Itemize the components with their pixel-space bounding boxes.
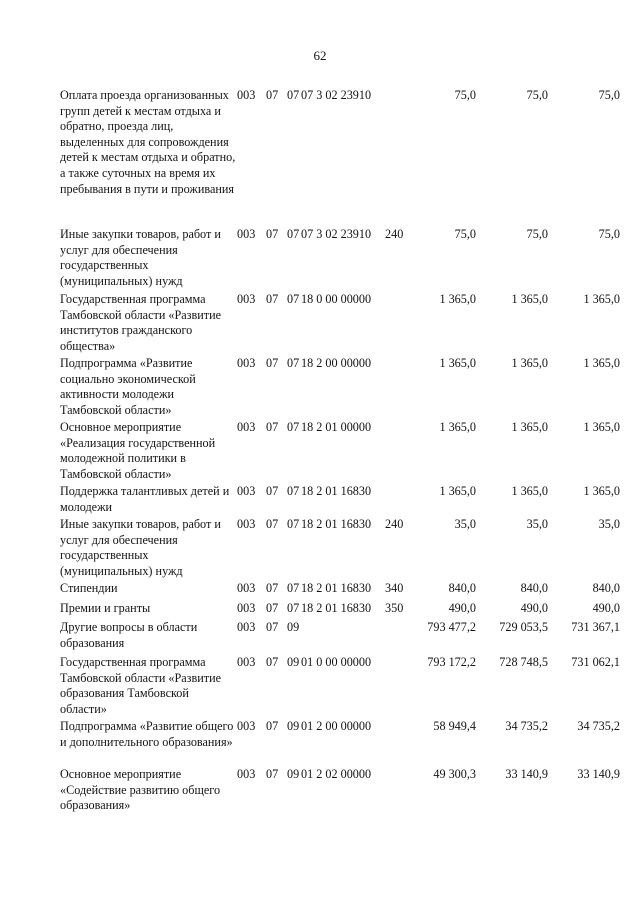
ved-code: 003 — [237, 581, 256, 595]
amount-year-3: 840,0 — [592, 581, 620, 595]
ved-code: 003 — [237, 517, 256, 531]
expense-type-code: 240 — [385, 517, 404, 531]
amount-year-2: 840,0 — [520, 581, 548, 595]
section-code: 07 — [266, 601, 279, 615]
row-name: Основное мероприятие «Содействие развитию общего образования» — [60, 767, 221, 813]
amount-year-1: 35,0 — [454, 517, 476, 531]
amount-year-3: 33 140,9 — [577, 767, 620, 781]
subsection-code: 07 — [287, 517, 300, 531]
amount-year-1: 58 949,4 — [433, 719, 476, 733]
amount-year-2: 1 365,0 — [511, 420, 548, 434]
target-article-code: 18 2 00 00000 — [301, 356, 372, 370]
amount-year-1: 840,0 — [448, 581, 476, 595]
row-name: Иные закупки товаров, работ и услуг для обеспечения государственных (муниципальных) нужд — [60, 517, 221, 578]
subsection-code: 07 — [287, 88, 300, 102]
amount-year-2: 75,0 — [526, 88, 548, 102]
expense-type-code: 240 — [385, 227, 404, 241]
target-article-code: 01 2 00 00000 — [301, 719, 372, 733]
section-code: 07 — [266, 517, 279, 531]
amount-year-1: 75,0 — [454, 227, 476, 241]
amount-year-3: 35,0 — [598, 517, 620, 531]
section-code: 07 — [266, 484, 279, 498]
amount-year-3: 490,0 — [592, 601, 620, 615]
target-article-code: 18 2 01 16830 — [301, 601, 372, 615]
target-article-code: 18 2 01 16830 — [301, 484, 372, 498]
ved-code: 003 — [237, 292, 256, 306]
section-code: 07 — [266, 292, 279, 306]
target-article-code: 18 0 00 00000 — [301, 292, 372, 306]
ved-code: 003 — [237, 88, 256, 102]
amount-year-1: 490,0 — [448, 601, 476, 615]
ved-code: 003 — [237, 719, 256, 733]
amount-year-3: 1 365,0 — [583, 356, 620, 370]
subsection-code: 09 — [287, 620, 300, 634]
amount-year-2: 1 365,0 — [511, 356, 548, 370]
target-article-code: 18 2 01 16830 — [301, 581, 372, 595]
amount-year-1: 75,0 — [454, 88, 476, 102]
amount-year-3: 731 367,1 — [571, 620, 620, 634]
amount-year-2: 490,0 — [520, 601, 548, 615]
amount-year-2: 729 053,5 — [499, 620, 548, 634]
ved-code: 003 — [237, 601, 256, 615]
subsection-code: 07 — [287, 292, 300, 306]
ved-code: 003 — [237, 420, 256, 434]
amount-year-2: 1 365,0 — [511, 292, 548, 306]
row-name: Иные закупки товаров, работ и услуг для обеспечения государственных (муниципальных) нужд — [60, 227, 221, 288]
amount-year-3: 34 735,2 — [577, 719, 620, 733]
row-name: Премии и гранты — [60, 601, 151, 615]
amount-year-3: 1 365,0 — [583, 292, 620, 306]
row-name: Подпрограмма «Развитие социально экономической активности молодежи Тамбовской области» — [60, 356, 196, 417]
row-name: Государственная программа Тамбовской области «Развитие образования Тамбовской области» — [60, 655, 222, 716]
target-article-code: 18 2 01 16830 — [301, 517, 372, 531]
page-number: 62 — [313, 48, 327, 63]
amount-year-3: 731 062,1 — [571, 655, 620, 669]
amount-year-2: 35,0 — [526, 517, 548, 531]
ved-code: 003 — [237, 767, 256, 781]
amount-year-3: 75,0 — [598, 227, 620, 241]
ved-code: 003 — [237, 655, 256, 669]
section-code: 07 — [266, 227, 279, 241]
ved-code: 003 — [237, 484, 256, 498]
section-code: 07 — [266, 581, 279, 595]
amount-year-2: 75,0 — [526, 227, 548, 241]
row-name: Подпрограмма «Развитие общего и дополнительного образования» — [60, 719, 234, 749]
subsection-code: 09 — [287, 719, 300, 733]
subsection-code: 07 — [287, 356, 300, 370]
amount-year-3: 1 365,0 — [583, 420, 620, 434]
section-code: 07 — [266, 719, 279, 733]
expense-type-code: 340 — [385, 581, 404, 595]
section-code: 07 — [266, 655, 279, 669]
section-code: 07 — [266, 356, 279, 370]
amount-year-1: 1 365,0 — [439, 420, 476, 434]
amount-year-3: 1 365,0 — [583, 484, 620, 498]
amount-year-1: 1 365,0 — [439, 356, 476, 370]
row-name: Оплата проезда организованных групп детей к местам отдыха и обратно, проезда лиц, выделенных для сопровождения детей к местам отдыха и обратно, а также суточных на время их пребывания в пути и проживания — [60, 88, 236, 196]
amount-year-2: 33 140,9 — [505, 767, 548, 781]
target-article-code: 07 3 02 23910 — [301, 88, 372, 102]
row-name: Государственная программа Тамбовской области «Развитие институтов гражданского общества» — [60, 292, 222, 353]
subsection-code: 09 — [287, 767, 300, 781]
row-name: Основное мероприятие «Реализация государственной молодежной политики в Тамбовской области» — [60, 420, 216, 481]
section-code: 07 — [266, 88, 279, 102]
target-article-code: 01 2 02 00000 — [301, 767, 372, 781]
ved-code: 003 — [237, 227, 256, 241]
amount-year-2: 34 735,2 — [505, 719, 548, 733]
target-article-code: 07 3 02 23910 — [301, 227, 372, 241]
ved-code: 003 — [237, 356, 256, 370]
row-name: Другие вопросы в области образования — [60, 620, 198, 650]
amount-year-2: 1 365,0 — [511, 484, 548, 498]
amount-year-1: 1 365,0 — [439, 292, 476, 306]
subsection-code: 07 — [287, 581, 300, 595]
amount-year-1: 1 365,0 — [439, 484, 476, 498]
subsection-code: 09 — [287, 655, 300, 669]
section-code: 07 — [266, 767, 279, 781]
amount-year-2: 728 748,5 — [499, 655, 548, 669]
amount-year-3: 75,0 — [598, 88, 620, 102]
row-name: Поддержка талантливых детей и молодежи — [60, 484, 230, 514]
subsection-code: 07 — [287, 420, 300, 434]
row-name: Стипендии — [60, 581, 118, 595]
target-article-code: 01 0 00 00000 — [301, 655, 372, 669]
target-article-code: 18 2 01 00000 — [301, 420, 372, 434]
subsection-code: 07 — [287, 601, 300, 615]
subsection-code: 07 — [287, 227, 300, 241]
amount-year-1: 793 172,2 — [427, 655, 476, 669]
section-code: 07 — [266, 420, 279, 434]
amount-year-1: 49 300,3 — [433, 767, 476, 781]
expense-type-code: 350 — [385, 601, 404, 615]
ved-code: 003 — [237, 620, 256, 634]
section-code: 07 — [266, 620, 279, 634]
subsection-code: 07 — [287, 484, 300, 498]
amount-year-1: 793 477,2 — [427, 620, 476, 634]
